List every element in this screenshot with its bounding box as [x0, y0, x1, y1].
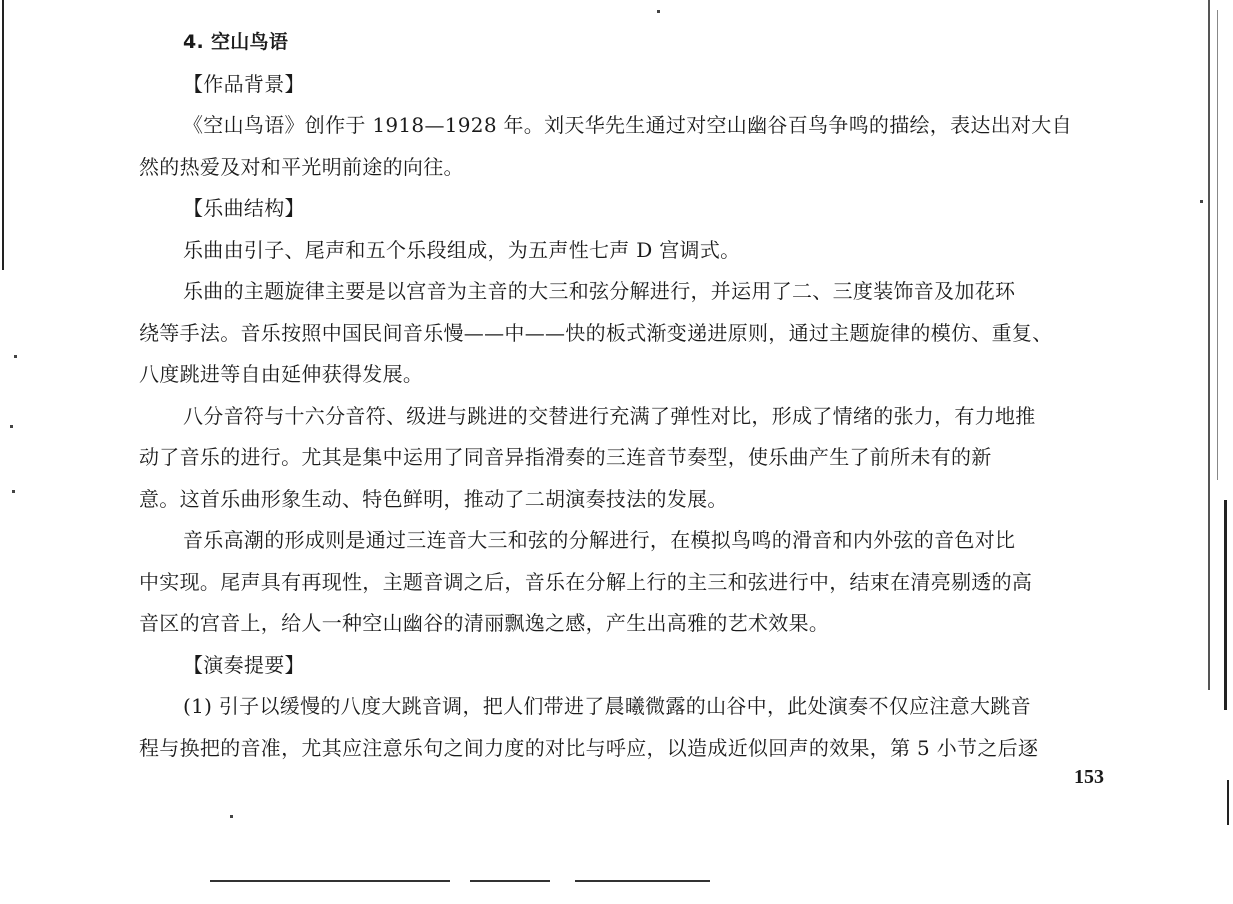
text-line: 乐曲的主题旋律主要是以宫音为主音的大三和弦分解进行，并运用了二、三度装饰音及加花环 [183, 279, 1016, 303]
scan-speck [14, 355, 17, 358]
scan-speck [1200, 200, 1203, 203]
text-line: (1) 引子以缓慢的八度大跳音调，把人们带进了晨曦微露的山谷中，此处演奏不仅应注意大跳音 [183, 694, 1031, 718]
bottom-scan-line [470, 880, 550, 882]
page-content [139, 22, 1121, 769]
text-line: 《空山鸟语》创作于 1918—1928 年。刘天华先生通过对空山幽谷百鸟争鸣的描绘，表达出对大自 [183, 113, 1072, 137]
page-number: 153 [1074, 766, 1104, 788]
text-line: 音区的宫音上，给人一种空山幽谷的清丽飘逸之感，产生出高雅的艺术效果。 [139, 611, 830, 635]
heading-performance: 【演奏提要】 [183, 652, 305, 677]
right-binding-edge [1208, 0, 1210, 690]
right-binding-edge [1217, 10, 1218, 480]
text-line: 中实现。尾声具有再现性，主题音调之后，音乐在分解上行的主三和弦进行中，结束在清亮剔透的高 [139, 569, 1033, 594]
text-line: 八分音符与十六分音符、级进与跳进的交替进行充满了弹性对比，形成了情绪的张力，有力地推 [183, 403, 1036, 428]
right-binding-edge [1224, 500, 1227, 710]
text-line: 绕等手法。音乐按照中国民间音乐慢——中——快的板式渐变递进原则，通过主题旋律的模仿、重复、 [139, 320, 1053, 345]
text-line: 音乐高潮的形成则是通过三连音大三和弦的分解进行，在模拟鸟鸣的滑音和内外弦的音色对比 [183, 528, 1016, 552]
text-line: 意。这首乐曲形象生动、特色鲜明，推动了二胡演奏技法的发展。 [139, 486, 728, 511]
left-binding-edge [2, 0, 4, 270]
bottom-scan-line [575, 880, 710, 882]
right-binding-edge [1227, 780, 1229, 825]
scan-speck [12, 490, 15, 493]
scan-speck [10, 425, 13, 428]
text-line: 乐曲由引子、尾声和五个乐段组成，为五声性七声 D 宫调式。 [183, 237, 741, 262]
text-line: 然的热爱及对和平光明前途的向往。 [139, 154, 464, 179]
text-line: 动了音乐的进行。尤其是集中运用了同音异指滑奏的三连音节奏型，使乐曲产生了前所未有的新 [139, 445, 992, 469]
text-line: 程与换把的音准，尤其应注意乐句之间力度的对比与呼应，以造成近似回声的效果，第 5 小节之后逐 [139, 735, 1039, 760]
heading-structure: 【乐曲结构】 [183, 196, 305, 220]
bottom-scan-line [210, 880, 450, 882]
scan-speck [230, 815, 233, 818]
scan-speck [657, 10, 660, 13]
text-line: 八度跳进等自由延伸获得发展。 [139, 362, 424, 386]
heading-background: 【作品背景】 [183, 71, 305, 96]
section-title: 4. 空山鸟语 [183, 31, 289, 53]
